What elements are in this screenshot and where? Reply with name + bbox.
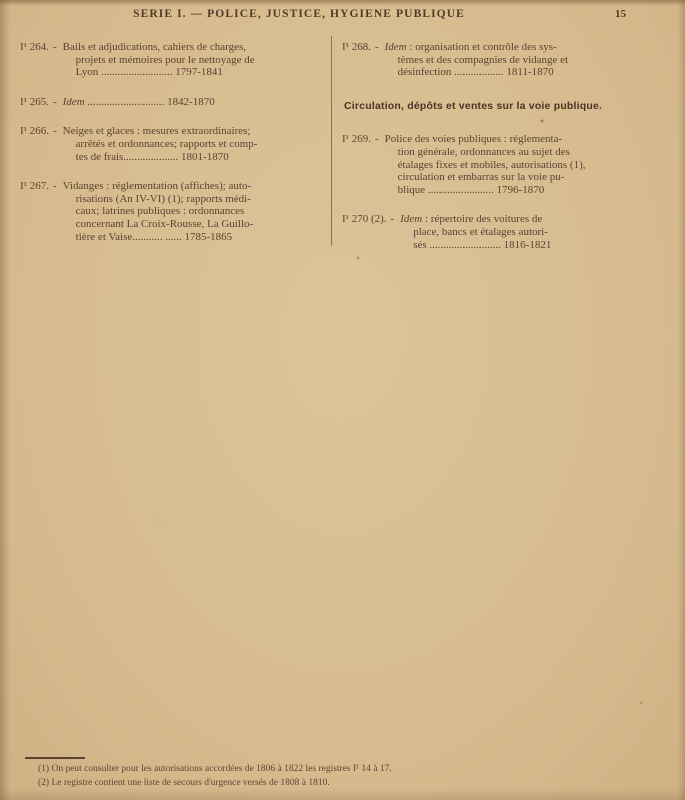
entry-line: projets et mémoires pour le nettoyage de [75,53,255,66]
entry-line: caux; latrines publiques : ordonnances [75,205,245,218]
catalog-entry [342,133,672,196]
page-header-title: SERIE I. — POLICE, JUSTICE, HYGIENE PUBLIQUE [133,8,465,20]
right-entries-bottom [342,133,672,251]
entry-line [63,96,335,109]
entry-body [63,180,335,243]
entry-line: place, bancs et étalages autori- [413,225,548,238]
entry-number: I¹ 265. [20,95,49,108]
entry-separator: - [390,213,395,226]
entry-line: désinfection .................. 1811-1870 [397,66,554,79]
entry-separator: - [374,41,379,53]
entry-body [63,41,335,79]
entry-line: tèmes et des compagnies de vidange et [397,53,569,66]
footnote-line: (2) Le registre contient une liste de secours d'urgence versés de 1808 à 1810. [38,777,330,788]
entry-line: blique ........................ 1796-1870 [397,183,545,196]
footnote-line: (1) On peut consulter pour les autorisations accordées de 1806 à 1822 les registres I¹ 14 à 17. [38,764,392,774]
footnotes [38,763,392,790]
entry-body [385,41,672,79]
entry-idem-italic: Idem [62,95,85,108]
entry-line: Police des voies publiques : réglementa- [384,133,563,146]
catalog-entry [20,125,335,163]
entry-line: risations (An IV-VI) (1); rapports médi- [75,192,251,205]
catalog-entry [342,213,672,251]
entry-text: : répertoire des voitures de [422,213,543,226]
entry-line: circulation et embarras sur la voie pu- [397,171,565,184]
right-entries-top [342,41,672,79]
page-number: 15 [615,8,626,20]
entry-separator: - [52,125,57,138]
right-column [342,41,672,251]
entry-idem-italic: Idem [400,213,423,226]
entry-separator: - [374,133,379,146]
entry-number: I¹ 264. [20,41,49,53]
entry-line: Vidanges : réglementation (affiches); auto- [62,180,252,193]
entry-number: I¹ 268. [342,41,371,53]
entry-line: arrêtés et ordonnances; rapports et comp- [75,137,258,150]
entry-separator: - [52,180,57,193]
entry-line [400,213,672,226]
entry-number: I¹ 269. [342,133,371,146]
entry-line: tion générale, ordonnances au sujet des [397,145,570,158]
footnote-rule [25,757,85,759]
entry-number: I¹ 266. [20,125,49,138]
catalog-entry [342,41,672,79]
entry-separator: - [52,95,57,108]
entry-number: I¹ 267. [20,180,49,193]
entry-line [385,41,672,54]
catalog-entry [20,180,335,243]
entry-body [63,96,335,109]
entry-line: tes de frais.................... 1801-1870 [75,150,229,163]
entry-line: concernant La Croix-Rousse, La Guillo- [75,217,254,230]
entry-body [400,213,672,251]
catalog-entry [20,96,335,109]
entry-text: ............................ 1842-1870 [84,95,215,108]
entry-text: : organisation et contrôle des sys- [406,41,557,53]
section-heading: Circulation, dépôts et ventes sur la voie publique. [344,99,603,112]
entry-separator: - [52,41,57,53]
entry-idem-italic: Idem [384,41,407,53]
entry-body [385,133,672,196]
entry-number: I¹ 270 (2). [342,213,387,226]
entry-line: Bails et adjudications, cahiers de charges, [62,41,247,53]
entry-body [63,125,335,163]
entry-line: Neiges et glaces : mesures extraordinaires; [62,125,251,138]
entry-line: sés .......................... 1816-1821 [413,238,552,251]
left-column [20,41,335,243]
entry-line: tière et Vaise........... ...... 1785-1865 [75,230,233,243]
entry-line: Lyon .......................... 1797-1841 [75,66,223,79]
catalog-entry [20,41,335,79]
entry-line: étalages fixes et mobiles, autorisations (1), [397,158,586,171]
